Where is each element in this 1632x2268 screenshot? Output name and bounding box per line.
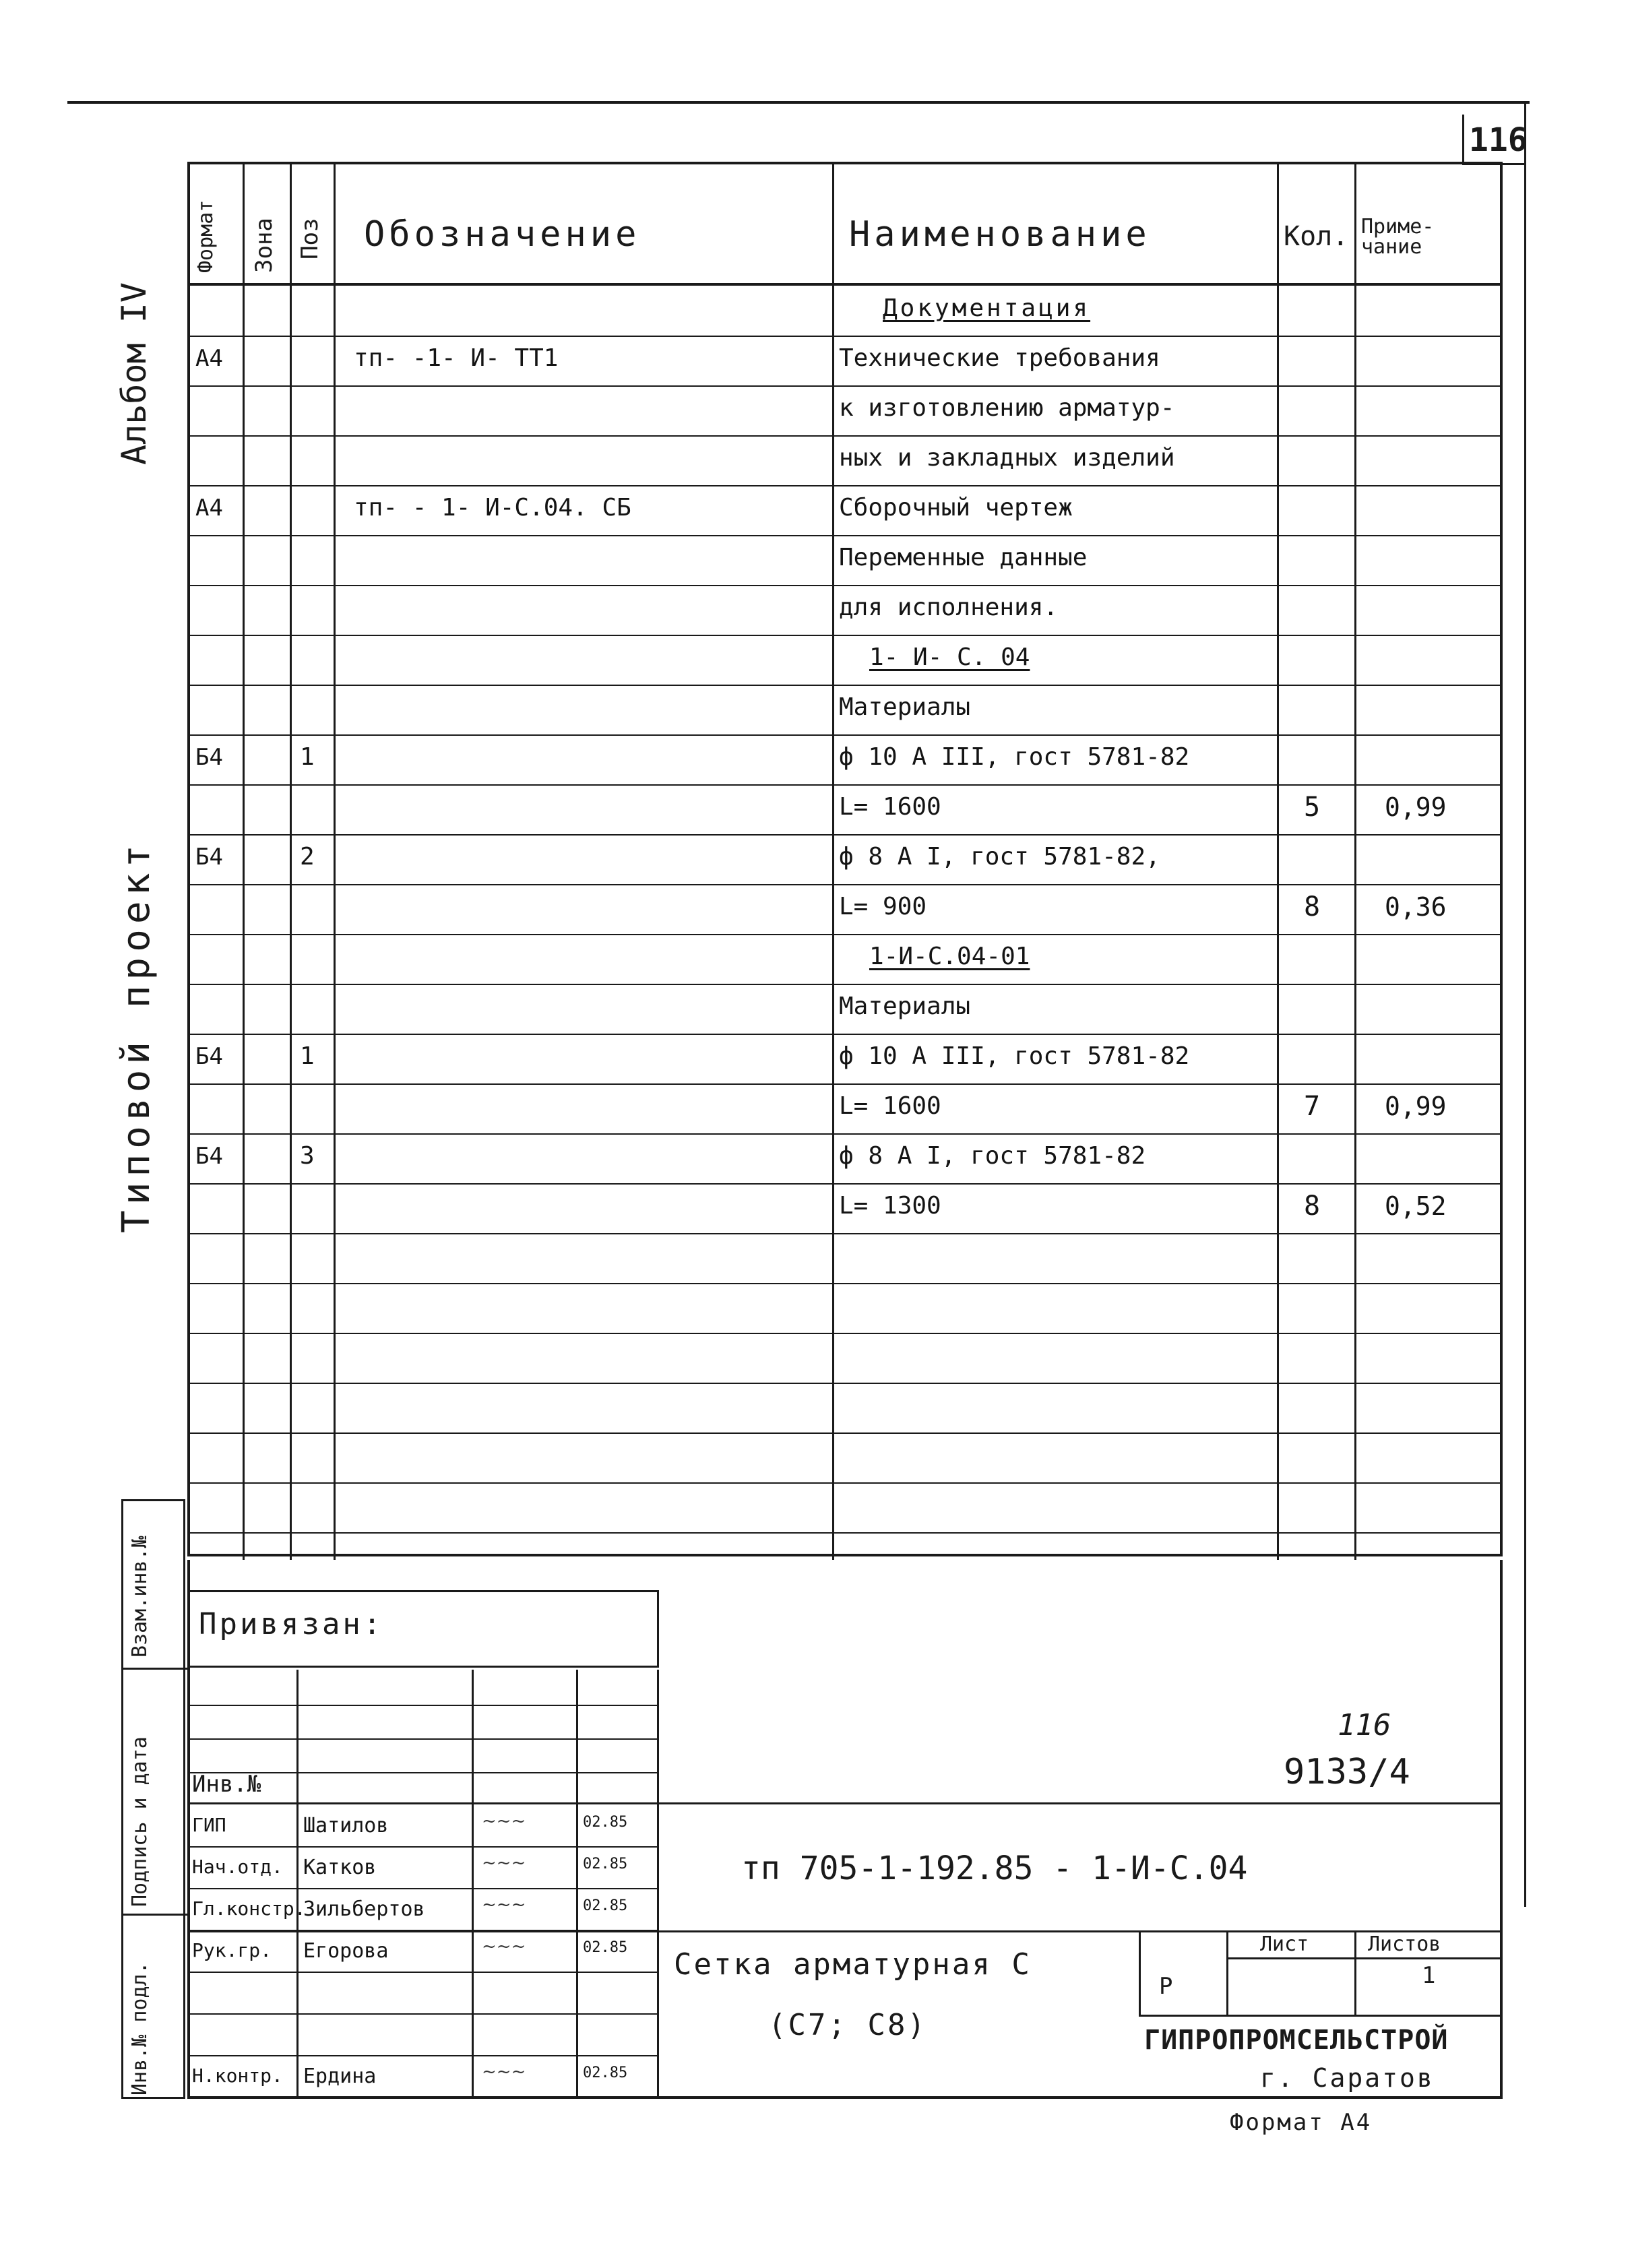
staff-date: 02.85 xyxy=(583,1814,628,1831)
sheet-title-line1: Сетка арматурная С xyxy=(674,1947,1032,1982)
staff-signature: ~~~ xyxy=(482,1853,526,1873)
privyazan-row-line xyxy=(187,1705,659,1706)
staff-row-line xyxy=(187,1846,659,1848)
staff-row-line xyxy=(187,1888,659,1889)
row-divider xyxy=(187,1133,1503,1135)
archive-number: 9133/4 xyxy=(1284,1752,1410,1792)
sheet-title-line2: (С7; С8) xyxy=(768,2008,927,2042)
left-stamp-inv-podl: Инв.№ подл. xyxy=(128,1961,152,2096)
staff-role: Нач.отд. xyxy=(192,1856,283,1878)
side-label-project: Типовой проект xyxy=(115,839,158,1233)
row-note: 0,36 xyxy=(1385,892,1447,922)
stage-value: Р xyxy=(1159,1973,1173,2000)
row-name: 1-И-С.04-01 xyxy=(869,943,1030,970)
row-format: Б4 xyxy=(195,744,223,771)
row-divider xyxy=(187,385,1503,387)
stage-col-mid xyxy=(1226,1930,1228,2015)
staff-signature: ~~~ xyxy=(482,2062,526,2082)
side-label-album: Альбом IV xyxy=(115,282,154,465)
staff-date: 02.85 xyxy=(583,2065,628,2081)
row-divider xyxy=(187,984,1503,985)
row-format: Б4 xyxy=(195,844,223,871)
staff-role: Рук.гр. xyxy=(192,1939,272,1961)
row-name: L= 1600 xyxy=(839,1092,941,1120)
row-position: 1 xyxy=(300,1042,315,1070)
row-name: ф 8 А I, гост 5781-82, xyxy=(839,843,1160,871)
format-footer: Формат А4 xyxy=(1230,2109,1373,2136)
row-position: 2 xyxy=(300,843,315,871)
right-margin-line xyxy=(1524,101,1526,1907)
staff-role: Н.контр. xyxy=(192,2065,283,2087)
row-name: L= 1600 xyxy=(839,793,941,821)
col-line-pos xyxy=(290,162,292,1560)
staff-name: Егорова xyxy=(303,1939,389,1963)
row-divider xyxy=(187,585,1503,586)
staff-name: Шатилов xyxy=(303,1814,389,1837)
staff-row-line xyxy=(187,2055,659,2056)
row-name: Переменные данные xyxy=(839,544,1088,571)
row-divider xyxy=(187,1083,1503,1085)
staff-col-1 xyxy=(296,1670,299,2099)
row-divider xyxy=(187,1283,1503,1284)
row-divider xyxy=(187,535,1503,536)
header-name: Наименование xyxy=(849,214,1151,255)
row-divider xyxy=(187,784,1503,786)
staff-date: 02.85 xyxy=(583,1856,628,1872)
document-code: тп 705-1-192.85 - 1-И-С.04 xyxy=(741,1850,1248,1887)
staff-row-line xyxy=(187,1930,659,1931)
row-name: Документация xyxy=(883,294,1091,322)
staff-row-line xyxy=(187,2013,659,2015)
staff-col-3 xyxy=(576,1670,578,2099)
organization-name: ГИПРОПРОМСЕЛЬСТРОЙ xyxy=(1144,2025,1449,2056)
row-name: Материалы xyxy=(839,993,971,1020)
row-position: 1 xyxy=(300,743,315,771)
row-divider xyxy=(187,1034,1503,1035)
organization-city: г. Саратов xyxy=(1260,2063,1435,2093)
privyazan-row-line xyxy=(187,1738,659,1740)
left-stamp-sep-2 xyxy=(121,1914,187,1916)
row-quantity: 8 xyxy=(1304,891,1321,922)
top-border-line xyxy=(67,101,1530,104)
row-divider xyxy=(187,884,1503,885)
row-divider xyxy=(187,1432,1503,1434)
row-divider xyxy=(187,485,1503,486)
header-format: Формат xyxy=(194,199,218,273)
row-name: Материалы xyxy=(839,693,971,721)
row-name: ф 8 А I, гост 5781-82 xyxy=(839,1142,1146,1170)
inv-no-label: Инв.№ xyxy=(192,1771,261,1798)
staff-row-line xyxy=(187,1972,659,1973)
header-zone: Зона xyxy=(251,218,278,273)
row-divider xyxy=(187,734,1503,736)
row-position: 3 xyxy=(300,1142,315,1170)
staff-date: 02.85 xyxy=(583,1897,628,1914)
sheet-code: 116 xyxy=(1338,1708,1391,1742)
stage-header-line xyxy=(1226,1957,1503,1959)
row-name: 1- И- С. 04 xyxy=(869,643,1030,671)
row-divider xyxy=(187,1183,1503,1185)
row-name: L= 1300 xyxy=(839,1192,941,1220)
row-divider xyxy=(187,1233,1503,1234)
header-note: Приме-чание xyxy=(1361,215,1435,259)
row-divider xyxy=(187,1532,1503,1534)
row-divider xyxy=(187,834,1503,836)
sheets-count: 1 xyxy=(1422,1962,1436,1989)
staff-signature: ~~~ xyxy=(482,1895,526,1915)
row-name: ных и закладных изделий xyxy=(839,444,1175,472)
row-divider xyxy=(187,1333,1503,1334)
staff-role: ГИП xyxy=(192,1814,226,1836)
row-designation: тп- - 1- И-С.04. СБ xyxy=(354,494,631,522)
row-divider xyxy=(187,685,1503,686)
row-format: Б4 xyxy=(195,1143,223,1170)
staff-role: Гл.констр. xyxy=(192,1897,306,1920)
col-line-designation xyxy=(334,162,336,1560)
staff-col-4 xyxy=(657,1670,659,2099)
row-divider xyxy=(187,336,1503,337)
row-name: L= 900 xyxy=(839,893,927,920)
left-stamp-sep-1 xyxy=(121,1668,187,1670)
header-qty: Кол. xyxy=(1284,221,1349,252)
staff-top-line xyxy=(187,1802,1503,1804)
row-divider xyxy=(187,934,1503,935)
header-designation: Обозначение xyxy=(364,214,641,255)
staff-signature: ~~~ xyxy=(482,1936,526,1957)
sheets-label: Листов xyxy=(1368,1932,1441,1956)
privyazan-label: Привязан: xyxy=(199,1607,384,1641)
row-format: А4 xyxy=(195,345,223,372)
row-name: Сборочный чертеж xyxy=(839,494,1073,522)
row-note: 0,52 xyxy=(1385,1191,1447,1221)
staff-name: Зильбертов xyxy=(303,1897,425,1921)
row-note: 0,99 xyxy=(1385,792,1447,822)
staff-signature: ~~~ xyxy=(482,1811,526,1831)
staff-name: Катков xyxy=(303,1856,377,1879)
stage-bottom-line xyxy=(1139,2015,1503,2017)
col-line-zone xyxy=(243,162,245,1560)
left-stamp-vzam: Взам.инв.№ xyxy=(128,1536,152,1658)
staff-date: 02.85 xyxy=(583,1939,628,1956)
row-format: Б4 xyxy=(195,1043,223,1070)
page-number: 116 xyxy=(1469,121,1528,159)
row-note: 0,99 xyxy=(1385,1092,1447,1121)
row-name: ф 10 А III, гост 5781-82 xyxy=(839,1042,1190,1070)
stage-col-right xyxy=(1354,1930,1356,2015)
header-separator xyxy=(187,283,1503,286)
row-quantity: 5 xyxy=(1304,792,1321,823)
row-divider xyxy=(187,1383,1503,1384)
row-name: для исполнения. xyxy=(839,594,1059,621)
sheet-label: Лист xyxy=(1260,1932,1309,1956)
row-quantity: 7 xyxy=(1304,1091,1321,1122)
row-name: Технические требования xyxy=(839,344,1160,372)
col-line-name xyxy=(832,162,834,1560)
row-name: к изготовлению арматур- xyxy=(839,394,1175,422)
row-name: ф 10 А III, гост 5781-82 xyxy=(839,743,1190,771)
row-quantity: 8 xyxy=(1304,1191,1321,1222)
row-divider xyxy=(187,1482,1503,1484)
stage-col-left xyxy=(1139,1930,1141,2015)
staff-col-2 xyxy=(472,1670,474,2099)
header-pos: Поз xyxy=(296,218,323,259)
row-divider xyxy=(187,435,1503,437)
row-divider xyxy=(187,635,1503,636)
col-line-qty xyxy=(1277,162,1279,1560)
col-line-note xyxy=(1354,162,1356,1560)
staff-name: Ердина xyxy=(303,2065,377,2088)
left-stamp-podpis: Подпись и дата xyxy=(128,1736,152,1907)
row-designation: тп- -1- И- ТТ1 xyxy=(354,344,559,372)
row-format: А4 xyxy=(195,495,223,522)
